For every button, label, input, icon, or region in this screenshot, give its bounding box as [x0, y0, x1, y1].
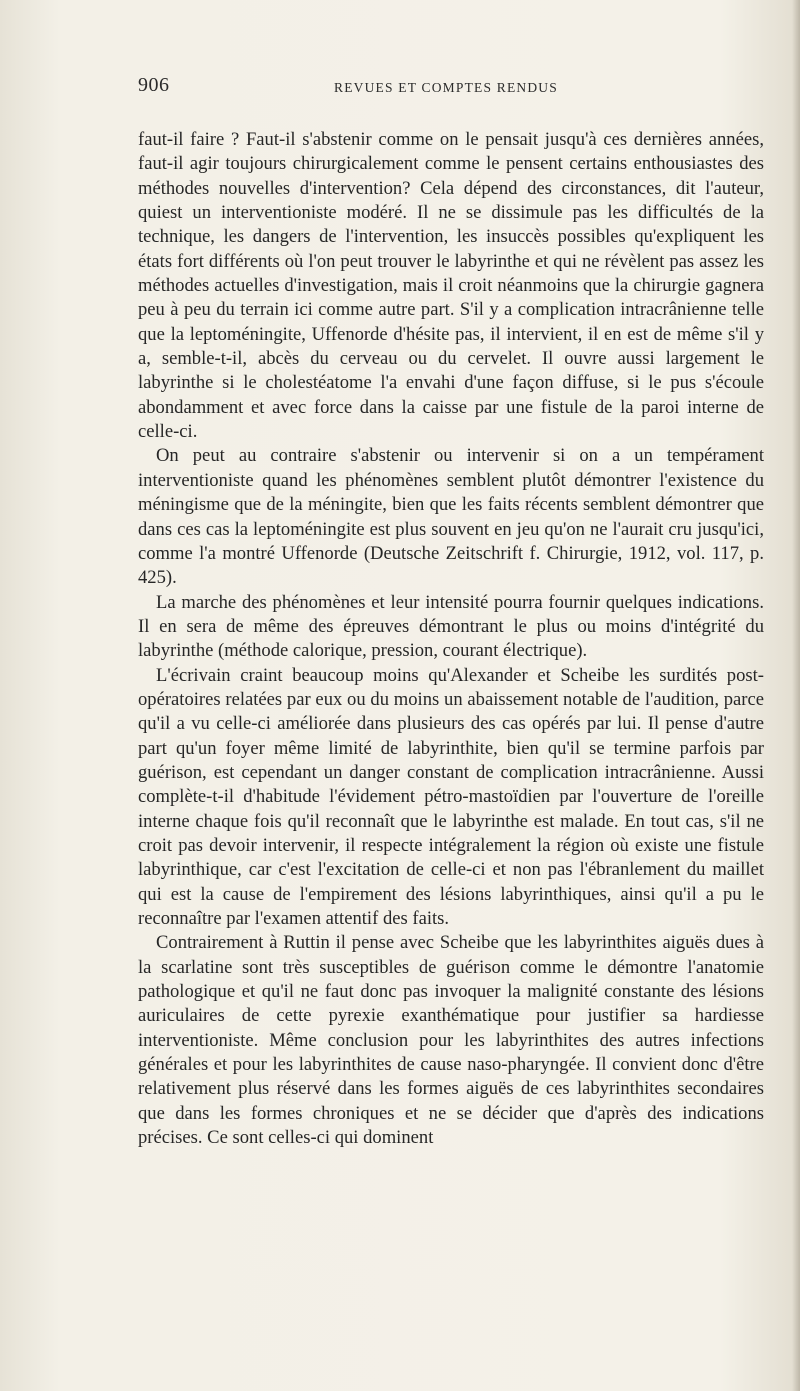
paragraph: Contrairement à Ruttin il pense avec Scheibe que les labyrinthites aiguës dues à la scarlatine sont très susceptibles de guérison comme le démontre l'anatomie pathologique et qu'il ne faut donc pas invoquer la malignité constante des lésions auriculaires de cette pyrexie exanthématique pour justifier sa hardiesse interventioniste. Même conclusion pour les labyrinthites des autres infections générales et pour les labyrinthites de cause naso-pharyngée. Il convient donc d'être relativement plus réservé dans les formes aiguës de ces labyrinthites secondaires que dans les formes chroniques et ne se décider que d'après des indications précises. Ce sont celles-ci qui dominent	[138, 932, 764, 1149]
body-text	[138, 128, 764, 1150]
page-number: 906	[138, 74, 170, 96]
paragraph: La marche des phénomènes et leur intensité pourra fournir quelques indications. Il en sera de même des épreuves démontrant le plus ou moins d'intégrité du labyrinthe (méthode calorique, pression, courant électrique).	[138, 591, 764, 662]
paragraph: On peut au contraire s'abstenir ou intervenir si on a un tempérament interventioniste quand les phénomènes semblent plutôt démontrer l'existence du méningisme que de la méningite, bien que les faits récents semblent démontrer que dans ces cas la leptoméningite est plus souvent en jeu qu'on ne l'aurait cru jusqu'ici, comme l'a montré Uffenorde (Deutsche Zeitschrift f. Chirurgie, 1912, vol. 117, p. 425).	[138, 445, 764, 589]
paragraph: L'écrivain craint beaucoup moins qu'Alexander et Scheibe les surdités post-opératoires relatées par eux ou du moins un abaissement notable de l'audition, parce qu'il a vu celle-ci améliorée dans plusieurs des cas opérés par lui. Il pense d'autre part qu'un foyer même limité de labyrinthite, bien qu'il se termine parfois par guérison, est cependant un danger constant de complication intracrânienne. Aussi complète-t-il d'habitude l'évidement pétro-mastoïdien par l'ouverture de l'oreille interne chaque fois qu'il reconnaît que le labyrinthe est malade. En tout cas, s'il ne croit pas devoir intervenir, il respecte intégralement la région où existe une fistule labyrinthique, car c'est l'excitation de celle-ci et non pas l'ébranlement du maillet qui est la cause de l'empirement des lésions labyrinthiques, ainsi qu'il a pu le reconnaître par l'examen attentif des faits.	[138, 664, 764, 929]
running-title: REVUES ET COMPTES RENDUS	[334, 80, 558, 95]
paragraph: faut-il faire ? Faut-il s'abstenir comme on le pensait jusqu'à ces dernières années, faut-il agir toujours chirurgicalement comme le pensent certains enthousiastes des méthodes nouvelles d'intervention? Cela dépend des circonstances, dit l'auteur, quiest un interventioniste modéré. Il ne se dissimule pas les difficultés de la technique, les dangers de l'intervention, les insuccès possibles qu'expliquent les états fort différents où l'on peut trouver le labyrinthe et qui ne révèlent pas assez les méthodes actuelles d'investigation, mais il croit néanmoins que la chirurgie gagnera peu à peu du terrain ici comme autre part. S'il y a complication intracrânienne telle que la leptoméningite, Uffenorde d'hésite pas, il intervient, il en est de même s'il y a, semble-t-il, abcès du cerveau ou du cervelet. Il ouvre aussi largement le labyrinthe si le cholestéatome l'a envahi d'une façon diffuse, si le pus s'écoule abondamment et avec force dans la caisse par une fistule de la paroi interne de celle-ci.	[138, 129, 764, 443]
page-header	[138, 70, 764, 106]
page-edge-shadow	[792, 0, 800, 1391]
